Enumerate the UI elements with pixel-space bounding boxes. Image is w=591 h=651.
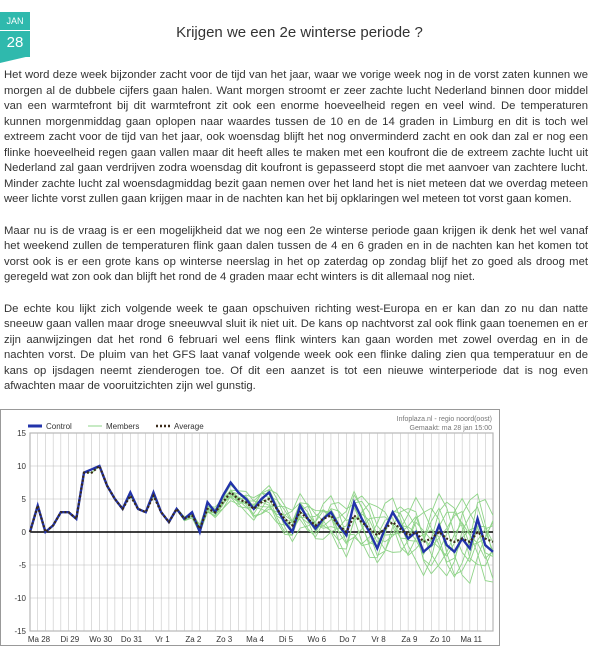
- x-tick-label: Di 29: [60, 635, 80, 644]
- x-tick-label: Ma 28: [27, 635, 51, 644]
- temperature-chart: [0, 409, 500, 646]
- x-tick-label: Do 7: [339, 635, 357, 644]
- x-tick-label: Ma 11: [460, 635, 482, 644]
- x-tick-label: Vr 8: [371, 635, 386, 644]
- x-tick-label: Wo 6: [307, 635, 327, 644]
- x-tick-label: Wo 30: [89, 635, 113, 644]
- x-tick-label: Vr 1: [155, 635, 170, 644]
- y-tick-label: 0: [21, 528, 26, 537]
- date-day: 28: [0, 30, 30, 57]
- legend-members-label: Members: [106, 422, 140, 431]
- x-tick-label: Za 2: [185, 635, 202, 644]
- y-tick-label: -10: [14, 594, 26, 603]
- chart-svg: [0, 409, 500, 646]
- y-tick-label: 10: [17, 462, 26, 471]
- paragraph: De echte kou lijkt zich volgende week te gaan opschuiven richting west-Europa en er kan dan zo nu dan natte sneeuw gaan vallen maar droge sneeuwval sluit ik niet uit. De kans op nachtvorst zal ook flink gaan toenemen en er zijn aanwijzingen dat het rond 6 februari wel eens flink winters kan gaan worden met zowel overdag en in de nachten vorst. De pluim van het GFS laat vanaf volgende week ook een flinke daling zien qua temperatuur en de kans op ijsdagen neemt zienderogen toe. Of dit een aanzet is tot een nieuwe winterperiode dat is nog even afwachten maar de vooruitzichten zijn wel gunstig.: [4, 302, 588, 392]
- chart-border: [1, 410, 500, 646]
- legend-control-label: Control: [46, 422, 72, 431]
- x-tick-label: Di 5: [278, 635, 294, 644]
- chart-legend: [28, 422, 204, 431]
- post-title: Krijgen we een 2e winterse periode ?: [176, 24, 423, 41]
- paragraph: Het word deze week bijzonder zacht voor de tijd van het jaar, waar we vorige week nog in de vorst zaten kunnen we morgen al de dubbele cijfers gaan halen. Want morgen stroomt er zeer zachte lucht Nederland binnen door middel van een warmtefront bij dit warmtefront zit ook een enorme hoeveelheid regen en veel wind. De temperaturen kunnen morgenmiddag gaan oplopen naar waardes tussen de 10 en de 14 graden in Limburg en dit is toch wel extreem zacht voor de tijd van het jaar, ook woensdag blijft het nog onverminderd zacht en ook dan zal er nog een flinke hoeveelheid regen gaan vallen maar dit heeft alles te maken met een koufront die de extreem zachte lucht uit Nederland zal gaan verdrijven zodra woensdag dit koufront is gepasseerd stopt die met aanvoer van zachtere lucht. Minder zachte lucht zal woensdagmiddag bezit gaan nemen over het land het is niet meteen dat we overdag meteen weer lichte vorst zullen gaan krijgen maar in de nachten kan het bij opklaringen wel meteen tot vorst gaan komen.: [4, 69, 588, 205]
- x-tick-label: Zo 3: [216, 635, 233, 644]
- paragraph: Maar nu is de vraag is er een mogelijkheid dat we nog een 2e winterse periode gaan krijgen ik denk het wel vanaf het weekend zullen de temperaturen flink gaan dalen tussen de 4 en 6 graden en in de nachten kan het komen tot vorst ook is er een grote kans op winterse neerslag in het op zaterdag op zondag blijf het zo goed als droog met geregeld wat zon ook dan blijft het rond de 4 graden maar echt winters is dit allemaal nog niet.: [4, 224, 588, 283]
- y-tick-label: 5: [21, 495, 26, 504]
- date-badge-notch: [0, 56, 30, 63]
- article-body: [4, 68, 588, 411]
- y-tick-label: 15: [17, 429, 26, 438]
- y-tick-label: -15: [14, 627, 26, 636]
- chart-credit: Infoplaza.nl - regio noord(oost): [396, 416, 492, 423]
- x-tick-label: Do 31: [120, 635, 143, 644]
- chart-created-date: Gemaakt: ma 28 jan 15:00: [409, 425, 492, 432]
- date-month: JAN: [0, 12, 30, 30]
- y-tick-label: -5: [18, 561, 26, 570]
- x-tick-label: Ma 4: [246, 635, 264, 644]
- legend-average-label: Average: [174, 422, 204, 431]
- x-tick-label: Za 9: [401, 635, 418, 644]
- x-tick-label: Zo 10: [430, 635, 451, 644]
